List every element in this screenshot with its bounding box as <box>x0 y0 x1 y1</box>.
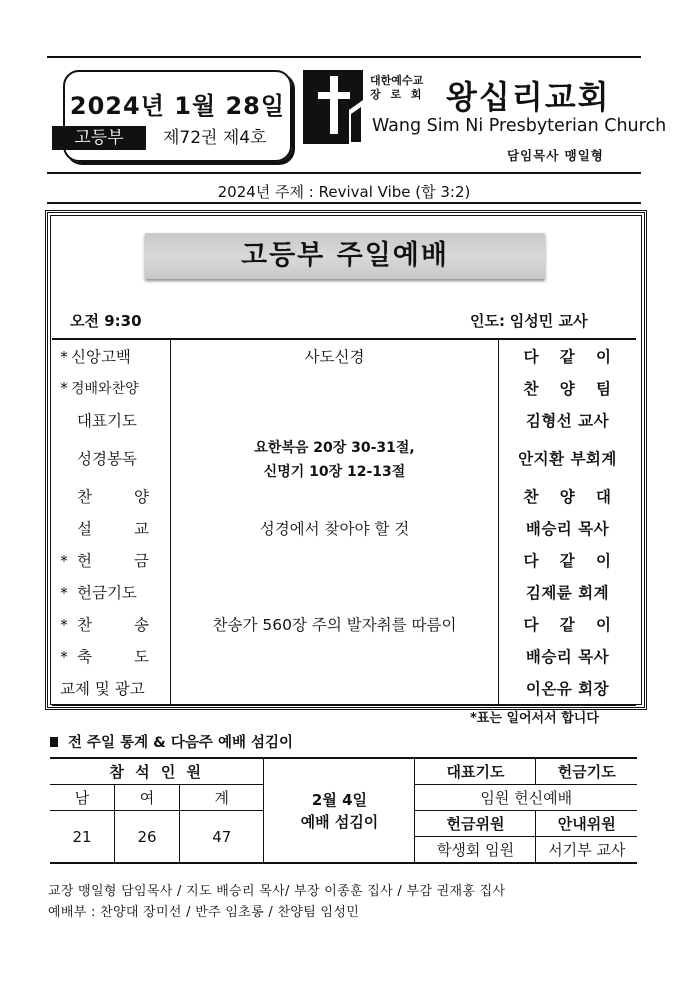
header-bottom-rule <box>47 172 641 174</box>
church-name: 왕십리교회 <box>446 78 611 116</box>
stats-section-label: 전 주일 통계 & 다음주 예배 섬김이 <box>68 735 294 751</box>
order-row <box>52 672 636 705</box>
next-week-label: 예배 섬김이 <box>300 812 379 831</box>
order-item-name: 설 교 <box>77 520 149 538</box>
order-row <box>52 640 636 672</box>
order-row <box>52 339 636 372</box>
church-name-english: Wang Sim Ni Presbyterian Church <box>372 116 667 136</box>
female-count: 26 <box>115 811 180 864</box>
order-item-name: 신앙고백 <box>71 348 131 366</box>
denomination-line2: 장 로 회 <box>370 88 425 101</box>
total-count: 47 <box>180 811 264 864</box>
order-item-name: 헌금기도 <box>77 584 137 602</box>
order-row <box>52 436 636 480</box>
order-item-person: 김형선 교사 <box>525 412 610 430</box>
offering-committee-value: 학생회 임원 <box>415 837 536 864</box>
rep-prayer-header: 대표기도 <box>415 758 536 785</box>
order-row <box>52 372 636 404</box>
standing-mark: * <box>60 552 68 570</box>
order-row <box>52 404 636 436</box>
order-item-person: 안지환 부회계 <box>518 450 617 468</box>
scripture-reading <box>171 436 499 512</box>
scripture-line1: 요한복음 20장 30-31절, <box>254 440 415 456</box>
service-time: 오전 9:30 <box>70 312 142 330</box>
bullet-square-icon <box>50 737 58 747</box>
order-item-person: 찬 양 대 <box>523 488 612 506</box>
service-leader <box>470 310 587 331</box>
standing-note: *표는 일어서서 합니다 <box>470 711 599 726</box>
order-item-name: 찬 양 <box>77 488 149 506</box>
hymn: 찬송가 560장 주의 발자취를 따름이 <box>171 608 499 640</box>
order-row <box>52 512 636 544</box>
scripture-line2: 신명기 10장 12-13절 <box>263 464 406 480</box>
leader-name: 임성민 교사 <box>509 312 588 330</box>
senior-pastor: 담임목사 맹일형 <box>507 148 604 163</box>
offering-prayer-header: 헌금기도 <box>536 758 637 785</box>
total-header: 계 <box>180 785 264 811</box>
department-badge: 고등부 <box>52 126 146 150</box>
sermon-title: 성경에서 찾아야 할 것 <box>171 512 499 544</box>
next-week-date: 2월 4일 <box>311 790 367 809</box>
offering-committee-header: 헌금위원 <box>415 811 536 837</box>
order-item-person: 다 같 이 <box>523 616 612 634</box>
issue-number: 제72권 제4호 <box>163 128 267 148</box>
usher-header: 안내위원 <box>536 811 637 837</box>
order-item-name: 찬 송 <box>77 616 149 634</box>
order-item-name: 대표기도 <box>77 412 137 430</box>
denomination-line1: 대한예수교 <box>370 74 424 87</box>
church-denomination <box>370 74 425 102</box>
order-row <box>52 608 636 640</box>
service-title: 고등부 주일예배 <box>145 233 545 279</box>
prayer-value: 임원 헌신예배 <box>415 785 637 811</box>
standing-mark: * <box>60 616 68 634</box>
order-item-content <box>171 372 499 404</box>
order-item-person: 김제륜 회계 <box>525 584 610 602</box>
order-item-content <box>171 672 499 705</box>
yearly-theme: 2024년 주제 : Revival Vibe (합 3:2) <box>217 183 471 201</box>
order-row <box>52 544 636 576</box>
order-item-content <box>171 576 499 608</box>
female-header: 여 <box>115 785 180 811</box>
order-item-person: 배승리 목사 <box>525 648 610 666</box>
standing-mark: * <box>60 379 68 397</box>
theme-rule <box>47 202 641 204</box>
order-row <box>52 576 636 608</box>
worship-team-line: 예배부 : 찬양대 장미선 / 반주 임초롱 / 찬양팀 임성민 <box>48 905 360 920</box>
order-item-person: 배승리 목사 <box>525 520 610 538</box>
order-item-person: 다 같 이 <box>523 348 612 366</box>
church-cross-logo <box>303 70 363 144</box>
order-item-name: 경배와찬양 <box>71 381 139 397</box>
date-box <box>63 70 292 162</box>
header-top-rule <box>47 56 641 58</box>
order-item-name: 축 도 <box>77 648 149 666</box>
next-week-servers <box>264 758 415 863</box>
staff-line: 교장 맹일형 담임목사 / 지도 배승리 목사/ 부장 이종훈 집사 / 부감 권재홍 집사 <box>48 884 506 899</box>
order-item-content <box>171 404 499 436</box>
stats-table <box>50 757 637 864</box>
leader-label: 인도: <box>470 312 505 330</box>
male-header: 남 <box>50 785 115 811</box>
stats-section-title <box>50 731 293 752</box>
standing-mark: * <box>60 648 68 666</box>
standing-mark: * <box>60 348 68 366</box>
bulletin-date: 2024년 1월 28일 <box>69 92 286 120</box>
standing-mark: * <box>60 584 68 602</box>
order-item-content: 사도신경 <box>171 339 499 372</box>
order-item-name: 교제 및 광고 <box>60 680 145 698</box>
attendance-header: 참 석 인 원 <box>50 758 264 785</box>
order-item-content <box>171 544 499 576</box>
order-item-content <box>171 640 499 672</box>
male-count: 21 <box>50 811 115 864</box>
order-item-name: 성경봉독 <box>77 450 137 468</box>
order-item-name: 헌 금 <box>77 552 149 570</box>
usher-value: 서기부 교사 <box>536 837 637 864</box>
order-item-person: 다 같 이 <box>523 552 612 570</box>
order-item-person: 이온유 회장 <box>525 680 610 698</box>
order-of-worship <box>52 338 636 706</box>
order-item-person: 찬 양 팀 <box>523 380 612 398</box>
